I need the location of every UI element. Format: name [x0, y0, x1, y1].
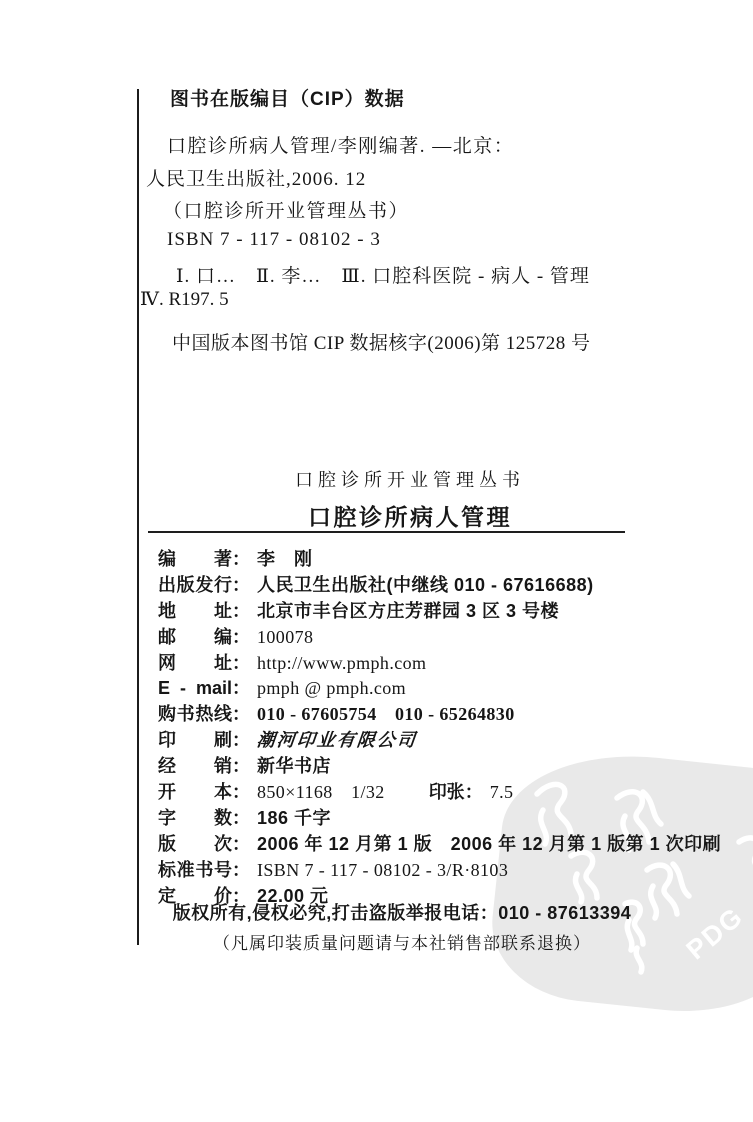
colophon-sheets-value: 7.5	[489, 782, 514, 803]
cip-isbn-line: ISBN 7 - 117 - 08102 - 3	[167, 229, 381, 250]
cip-series-line: （口腔诊所开业管理丛书）	[163, 201, 410, 222]
cip-publisher-line: 人民卫生出版社,2006. 12	[146, 169, 367, 190]
colophon-label: 开本	[158, 782, 232, 803]
colophon-row-address	[158, 597, 688, 623]
colophon-value: 人民卫生出版社(中继线 010 - 67616688)	[257, 574, 594, 595]
colophon-label: 网址	[158, 652, 232, 673]
colon-separator: ：	[232, 574, 250, 595]
colon-separator: ：	[232, 626, 250, 647]
colophon-label: 印刷	[158, 730, 232, 751]
colophon-label: 邮编	[158, 626, 232, 647]
colophon-label: 编著	[158, 549, 232, 569]
colophon-value: 2006 年 12 月第 1 版 2006 年 12 月第 1 版第 1 次印刷	[257, 833, 722, 854]
colon-separator: ：	[232, 756, 250, 777]
colophon-row-website	[158, 649, 688, 675]
series-title: 口腔诊所开业管理丛书	[295, 470, 525, 490]
colon-separator: ：	[464, 782, 483, 803]
cip-classification-line-2: Ⅳ. R197. 5	[140, 289, 229, 310]
colophon	[158, 545, 722, 907]
colophon-value: ISBN 7 - 117 - 08102 - 3/R·8103	[257, 859, 509, 880]
colophon-value: 850×1168 1/32	[257, 782, 385, 803]
colophon-value: 李 刚	[257, 549, 313, 569]
copyright-warning-line: 版权所有,侵权必究,打击盗版举报电话：010 - 87613394	[172, 903, 632, 923]
colophon-row-postcode	[158, 623, 688, 649]
cip-title-statement: 口腔诊所病人管理/李刚编著. —北京：	[167, 136, 515, 157]
colophon-value: 新华书店	[257, 756, 331, 777]
colon-separator: ：	[232, 833, 250, 854]
colophon-label: 定价	[158, 885, 232, 906]
colon-separator: ：	[232, 859, 250, 880]
colon-separator: ：	[232, 782, 250, 803]
colophon-value: 186 千字	[257, 807, 332, 828]
colophon-row-isbn	[158, 856, 688, 882]
colophon-row-publisher	[158, 571, 688, 597]
colon-separator: ：	[232, 600, 250, 621]
colophon-label: 出版发行	[158, 574, 232, 595]
colon-separator: ：	[232, 704, 250, 725]
colophon-label: 标准书号	[158, 859, 232, 880]
colophon-row-format	[158, 778, 688, 804]
colophon-row-edition	[158, 830, 722, 856]
colophon-label: 地址	[158, 600, 232, 621]
colophon-value: 22.00 元	[257, 885, 329, 906]
colon-separator: ：	[232, 730, 250, 751]
colophon-label: 字数	[158, 807, 232, 828]
title-divider-line	[148, 531, 625, 533]
cip-classification-line-1: Ⅰ. 口… Ⅱ. 李… Ⅲ. 口腔科医院 - 病人 - 管理	[176, 266, 590, 287]
colon-separator: ：	[232, 549, 250, 569]
colon-separator: ：	[232, 807, 250, 828]
colophon-row-printer	[158, 726, 688, 752]
cip-heading: 图书在版编目（CIP）数据	[170, 89, 405, 110]
title-block	[137, 466, 683, 532]
colophon-value: pmph @ pmph.com	[257, 678, 407, 699]
colon-separator: ：	[232, 678, 250, 699]
colophon-row-email	[158, 674, 688, 700]
colon-separator: ：	[232, 652, 250, 673]
colophon-value: http://www.pmph.com	[257, 652, 427, 673]
colophon-value: 100078	[257, 626, 314, 647]
colon-separator: ：	[232, 885, 250, 906]
cip-record-number-line: 中国版本图书馆 CIP 数据核字(2006)第 125728 号	[172, 333, 591, 354]
colophon-label: E - mail	[158, 678, 232, 699]
colophon-row-distributor	[158, 752, 688, 778]
colophon-value-printer: 潮河印业有限公司	[255, 730, 418, 751]
colophon-row-author	[158, 545, 688, 571]
colophon-value: 北京市丰台区方庄芳群园 3 区 3 号楼	[257, 600, 560, 621]
colophon-row-hotline	[158, 700, 688, 726]
colophon-label: 经销	[158, 756, 232, 777]
colophon-value: 010 - 67605754 010 - 65264830	[257, 704, 515, 725]
colophon-label: 购书热线	[158, 704, 232, 725]
colophon-sheets-label: 印张	[428, 782, 465, 803]
colophon-row-wordcount	[158, 804, 688, 830]
quality-return-note: （凡属印装质量问题请与本社销售部联系退换）	[213, 934, 591, 953]
book-title: 口腔诊所病人管理	[308, 504, 512, 530]
pdg-watermark-label: PDG	[680, 900, 750, 966]
colophon-label: 版次	[158, 833, 232, 854]
